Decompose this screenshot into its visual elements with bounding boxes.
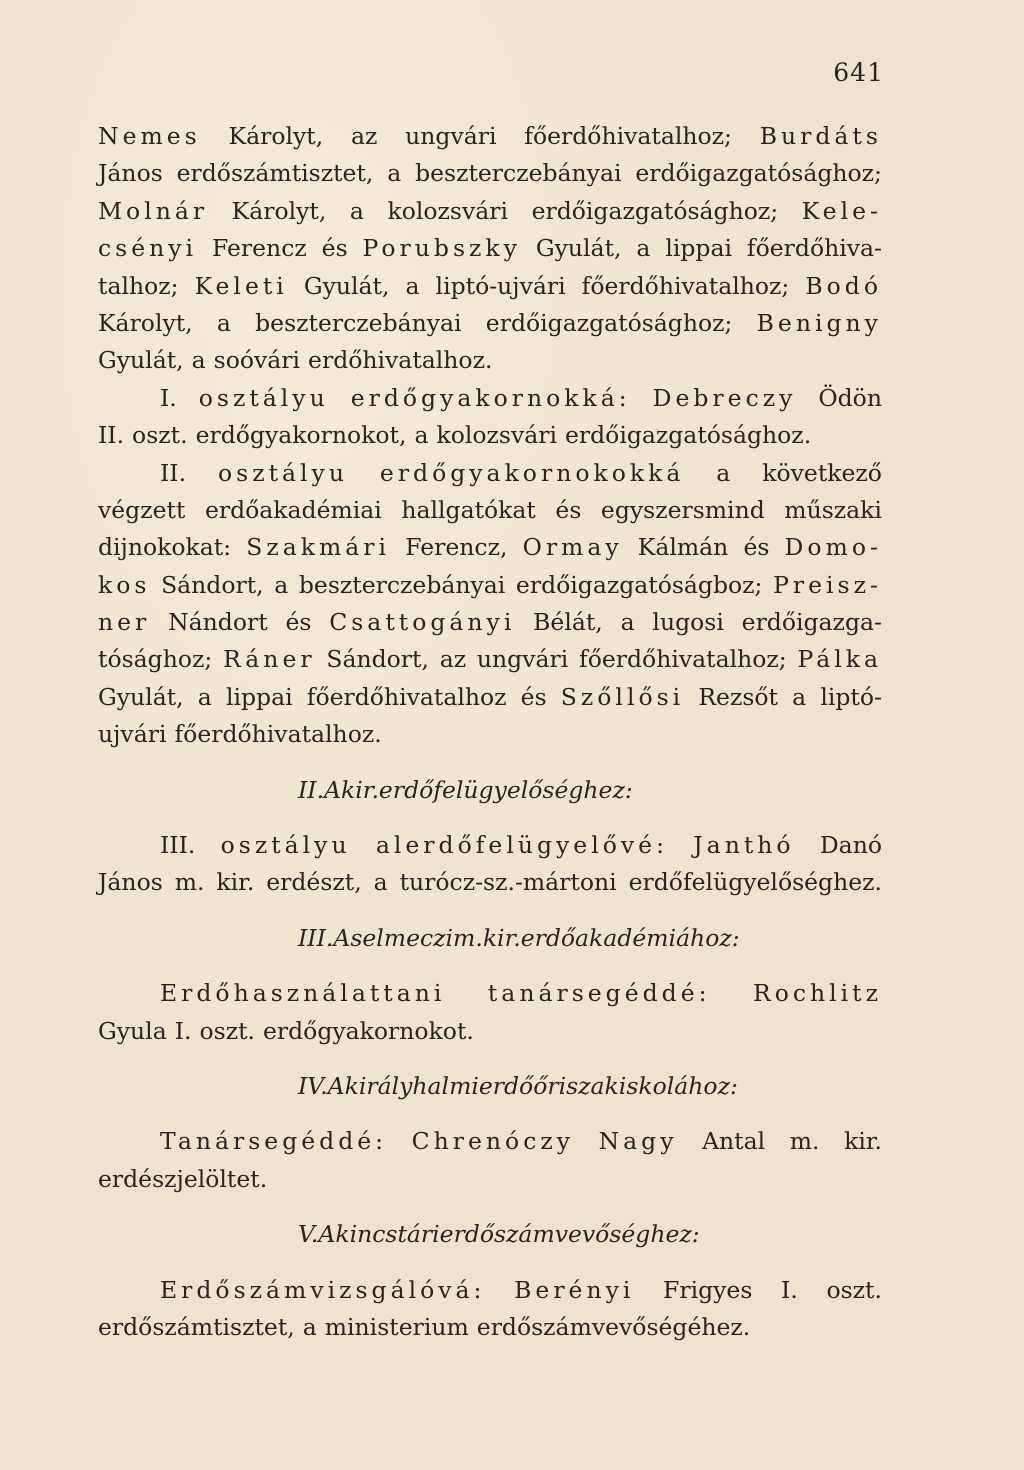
word: erdőszámtisztet,: [98, 1312, 295, 1341]
word: a: [620, 608, 635, 637]
word: erdőgyakornokot.: [263, 1016, 474, 1045]
word: soóvári: [213, 346, 301, 375]
word: hallgatókat: [401, 495, 536, 524]
word: Kálmán: [637, 533, 729, 562]
text-line: [98, 1068, 882, 1105]
word: Burdáts: [759, 122, 882, 150]
word: Porubszky: [362, 234, 521, 263]
word: Szőllősi: [560, 682, 685, 711]
word: Pálka: [797, 645, 882, 674]
word: m.: [789, 1127, 820, 1156]
word: Preisz-: [773, 570, 882, 599]
word: Gyulát,: [98, 346, 184, 375]
word: a: [405, 271, 420, 300]
word: erdőigazgatósághoz;: [531, 196, 779, 225]
word: Benigny: [756, 308, 882, 337]
word: lippai: [225, 682, 293, 711]
word: I.: [174, 1016, 192, 1045]
word: kir.: [216, 868, 255, 897]
text-line: [98, 455, 882, 492]
word: erdőigazgatósághoz;: [485, 308, 733, 337]
text-line: [98, 567, 882, 604]
word: Gyula: [98, 1016, 167, 1045]
word: főerdőhiva-: [746, 234, 882, 263]
word: a: [636, 234, 651, 263]
word: Károlyt,: [98, 308, 193, 337]
word: erdőakadémiai: [204, 495, 382, 524]
word: erdőszámvevőséghez:: [439, 1220, 700, 1249]
word: a: [716, 458, 731, 487]
word: Károlyt,: [228, 122, 324, 150]
word: erdőőri: [478, 1071, 567, 1100]
word: erdőakadémiához:: [520, 923, 740, 952]
word: erdőszámvevőségéhez.: [476, 1312, 751, 1341]
word: a: [197, 682, 212, 711]
word: csényi: [98, 234, 198, 263]
word: alerdőfelügyelővé:: [375, 831, 668, 860]
word: Bodó: [805, 271, 882, 300]
body-text: [98, 118, 882, 1346]
word: erdőfelügyelőséghez:: [378, 775, 633, 804]
word: beszterczebányai: [415, 159, 622, 188]
text-line: [98, 118, 882, 155]
word: oszt.: [199, 1016, 255, 1045]
word: ujvári: [98, 720, 167, 749]
word: és: [321, 234, 348, 263]
text-line: [98, 604, 882, 641]
word: V.: [298, 1220, 319, 1249]
word: Gyulát,: [303, 271, 390, 300]
word: szakiskolához:: [566, 1071, 738, 1100]
word: lugosi: [652, 608, 724, 637]
word: ungvári: [405, 122, 497, 150]
word: Gyulát,: [535, 234, 622, 263]
word: erdőgyakornokokká: [379, 458, 685, 487]
word: Keleti: [194, 271, 288, 300]
word: Domo-: [784, 533, 882, 562]
word: főerdőhivatalhoz.: [174, 720, 382, 749]
word: Molnár: [98, 196, 209, 225]
word: Kele-: [801, 196, 882, 225]
word: a: [373, 868, 388, 897]
word: főerdőhivatalhoz: [306, 682, 507, 711]
word: Ráner: [223, 645, 316, 674]
text-line: [98, 492, 882, 529]
word: és: [555, 495, 582, 524]
word: Sándort,: [326, 645, 429, 674]
text-line: [98, 679, 882, 716]
word: Danó: [819, 831, 882, 860]
word: kolozsvári: [436, 421, 557, 450]
word: Csattogányi: [329, 608, 516, 637]
word: Ormay: [522, 533, 623, 562]
word: ungvári: [476, 645, 569, 674]
word: Nagy: [598, 1127, 678, 1156]
word: Rochlitz: [753, 979, 882, 1008]
word: beszterczebányai: [255, 308, 462, 337]
word: ner: [98, 608, 151, 637]
word: főerdőhivatalhoz;: [579, 645, 787, 674]
word: erdőigazgatósághoz;: [635, 159, 882, 188]
word: Erdőhasználattani: [160, 979, 446, 1008]
word: Debreczy: [652, 383, 797, 412]
text-line: [98, 827, 882, 864]
word: tanársegéddé:: [487, 979, 711, 1008]
word: Antal: [702, 1127, 766, 1156]
word: kir.: [482, 923, 521, 952]
word: Károlyt,: [231, 196, 327, 225]
text-line: [98, 1216, 882, 1253]
word: m.: [174, 868, 205, 897]
word: Rezsőt: [698, 682, 778, 711]
word: erdőgyakornokot,: [195, 421, 407, 450]
word: dijnokokat:: [98, 533, 232, 562]
word: Tanársegéddé:: [160, 1127, 388, 1156]
word: Szakmári: [246, 533, 391, 562]
word: a: [191, 346, 206, 375]
word: a: [414, 421, 429, 450]
word: Nándort: [168, 608, 268, 637]
word: III.: [298, 923, 334, 952]
text-line: [98, 529, 882, 566]
word: A: [327, 1071, 345, 1100]
text-line: [98, 380, 882, 417]
text-line: [98, 1161, 882, 1198]
word: végzett: [98, 495, 186, 524]
word: Sándort,: [161, 570, 264, 599]
word: a: [216, 308, 231, 337]
word: Janthó: [693, 831, 795, 860]
word: erdőfelügyelőséghez.: [628, 868, 882, 897]
word: II.: [98, 421, 125, 450]
word: királyhalmi: [344, 1071, 479, 1100]
word: erdőigazgatósághoz.: [564, 421, 812, 450]
word: Bélát,: [533, 608, 603, 637]
word: Nemes: [98, 122, 201, 150]
word: Erdőszámvizsgálóvá:: [160, 1275, 486, 1304]
word: I.: [160, 383, 177, 412]
text-line: [98, 864, 882, 901]
text-line: [98, 1123, 882, 1160]
word: erdőhivatalhoz.: [308, 346, 493, 375]
word: beszterczebányai: [298, 570, 506, 599]
word: János: [98, 868, 163, 897]
word: m.: [453, 923, 483, 952]
word: kos: [98, 570, 151, 599]
word: erdészjelöltet.: [98, 1164, 268, 1193]
word: I.: [781, 1275, 798, 1304]
word: liptó-ujvári: [435, 271, 566, 300]
word: kir.: [341, 775, 379, 804]
word: ministerium: [324, 1312, 469, 1341]
word: liptó-: [820, 682, 882, 711]
word: turócz-sz.-mártoni: [399, 868, 617, 897]
word: IV.: [298, 1071, 328, 1100]
word: Ferencz: [211, 234, 307, 263]
word: Gyulát,: [98, 682, 184, 711]
word: osztályu: [198, 383, 329, 412]
text-line: [98, 1013, 882, 1050]
text-line: [98, 230, 882, 267]
word: Frigyes: [663, 1275, 753, 1304]
text-line: [98, 342, 882, 379]
word: következő: [762, 458, 882, 487]
word: János: [98, 159, 163, 188]
word: II.: [160, 458, 187, 487]
word: és: [743, 533, 770, 562]
word: Chrenóczy: [411, 1127, 575, 1156]
text-line: [98, 975, 882, 1012]
word: egyszersmind: [600, 495, 765, 524]
word: A: [318, 1220, 336, 1249]
word: talhoz;: [98, 271, 179, 300]
page-number: 641: [833, 58, 884, 87]
word: lippai: [665, 234, 732, 263]
word: selmeczi: [350, 923, 454, 952]
word: II.: [298, 775, 325, 804]
word: erdőgyakornokká:: [350, 383, 631, 412]
word: az: [439, 645, 467, 674]
word: főerdőhivatalhoz;: [524, 122, 732, 150]
text-line: [98, 1309, 882, 1346]
word: III.: [160, 831, 196, 860]
word: kolozsvári: [387, 196, 508, 225]
text-line: [98, 772, 882, 809]
word: Ferencz,: [405, 533, 508, 562]
word: a: [387, 159, 402, 188]
word: erdőigazga-: [741, 608, 882, 637]
word: Ödön: [818, 383, 882, 412]
text-line: [98, 193, 882, 230]
word: oszt.: [826, 1275, 882, 1304]
text-line: [98, 641, 882, 678]
text-line: [98, 417, 882, 454]
word: oszt.: [132, 421, 188, 450]
text-line: [98, 920, 882, 957]
word: erdőszámtisztet,: [176, 159, 374, 188]
word: A: [324, 775, 342, 804]
word: az: [350, 122, 378, 150]
text-line: [98, 268, 882, 305]
word: és: [285, 608, 312, 637]
word: a: [349, 196, 364, 225]
word: osztályu: [217, 458, 348, 487]
word: a: [302, 1312, 317, 1341]
word: A: [333, 923, 351, 952]
word: kincstári: [335, 1220, 440, 1249]
word: osztályu: [220, 831, 351, 860]
word: a: [274, 570, 289, 599]
word: tósághoz;: [98, 645, 213, 674]
word: és: [520, 682, 547, 711]
text-line: [98, 716, 882, 753]
text-line: [98, 155, 882, 192]
word: a: [792, 682, 807, 711]
word: kir.: [844, 1127, 882, 1156]
word: erdőigazgatóságboz;: [515, 570, 763, 599]
word: Berényi: [514, 1275, 635, 1304]
word: főerdőhivatalhoz;: [581, 271, 790, 300]
word: erdészt,: [266, 868, 362, 897]
word: műszaki: [784, 495, 882, 524]
text-line: [98, 305, 882, 342]
text-line: [98, 1272, 882, 1309]
